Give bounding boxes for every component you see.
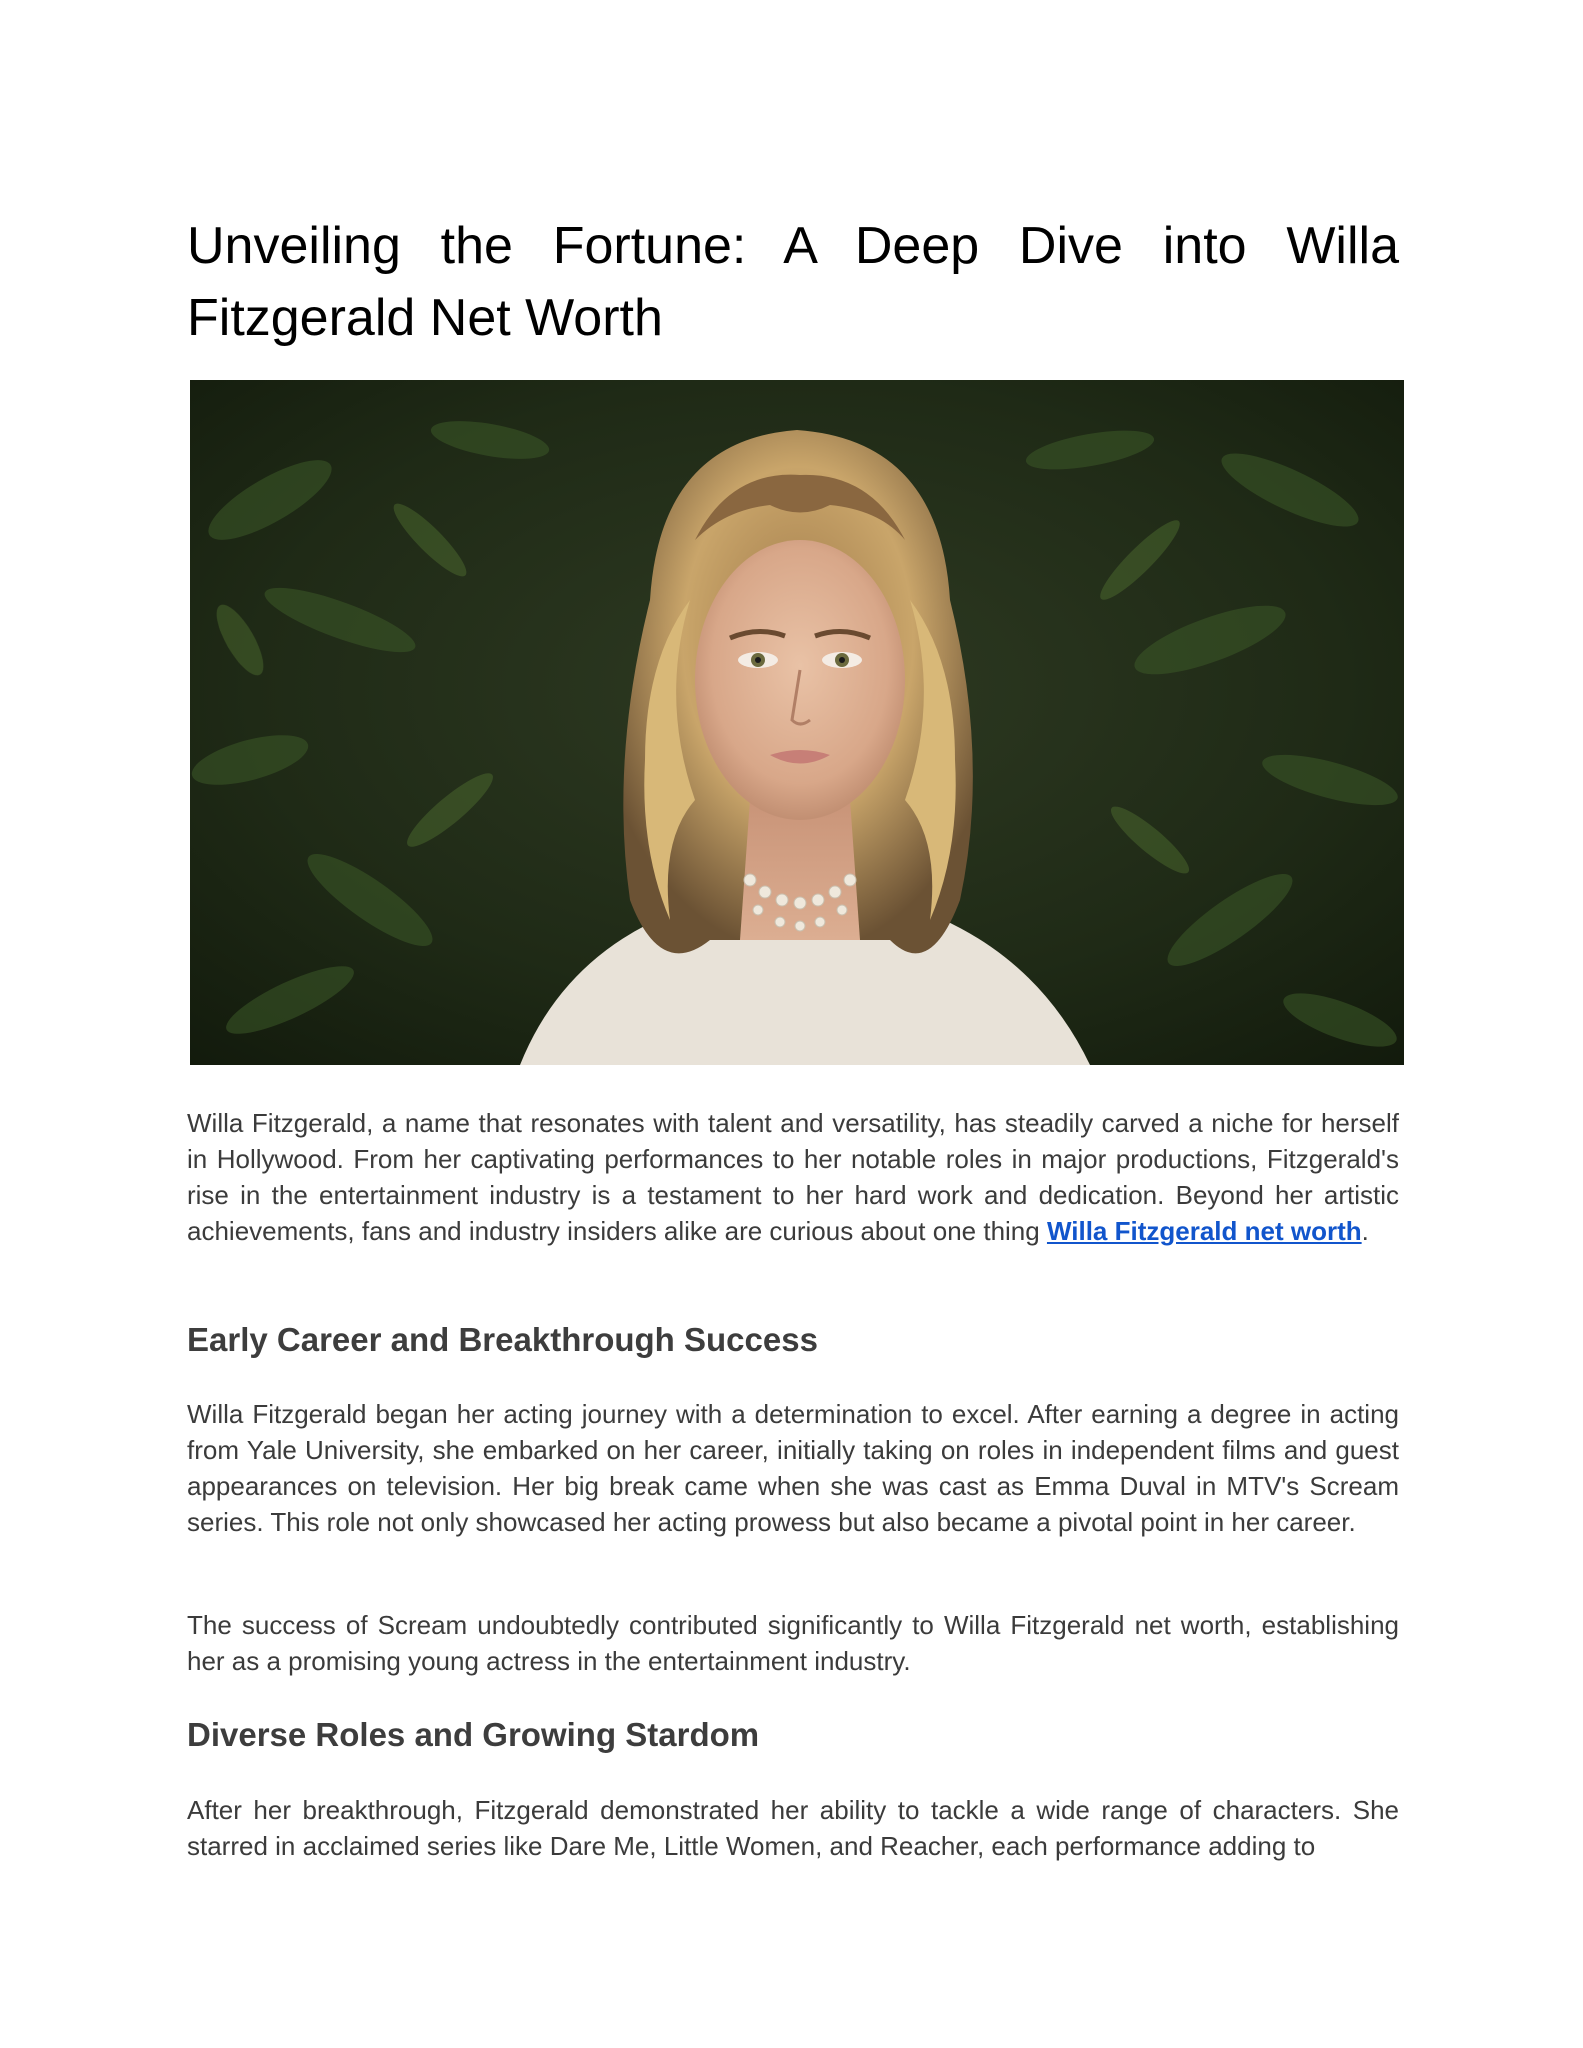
hero-image	[190, 380, 1404, 1065]
intro-trailing-punctuation: .	[1361, 1216, 1369, 1246]
early-career-paragraph-2: The success of Scream undoubtedly contributed significantly to Willa Fitzgerald net worth, establishing her as a promising young actress in the entertainment industry.	[187, 1610, 1399, 1676]
portrait-illustration	[190, 380, 1404, 1065]
intro-text: Willa Fitzgerald, a name that resonates with talent and versatility, has steadily carved a niche for herself in Hollywood. From her captivating performances to her notable roles in major productions, Fitzgerald's rise in the entertainment industry is a testament to her hard work and dedication. Beyond her artistic achievements, fans and industry insiders alike are curious about one thing	[187, 1108, 1399, 1246]
net-worth-link[interactable]: Willa Fitzgerald net worth	[1046, 1216, 1362, 1246]
diverse-roles-paragraph-1: After her breakthrough, Fitzgerald demonstrated her ability to tackle a wide range of characters. She starred in acclaimed series like Dare Me, Little Women, and Reacher, each performance adding to	[187, 1795, 1399, 1861]
section-heading-early-career: Early Career and Breakthrough Success	[187, 1321, 818, 1358]
article-title	[187, 210, 1399, 354]
early-career-paragraph-1: Willa Fitzgerald began her acting journey with a determination to excel. After earning a degree in acting from Yale University, she embarked on her career, initially taking on roles in independent films and guest appearances on television. Her big break came when she was cast as Emma Duval in MTV's Scream series. This role not only showcased her acting prowess but also became a pivotal point in her career.	[187, 1399, 1399, 1537]
article	[187, 210, 1399, 1861]
section-heading-diverse-roles: Diverse Roles and Growing Stardom	[187, 1716, 760, 1753]
article-title-line-1: Unveiling the Fortune: A Deep Dive into Willa	[187, 217, 1399, 275]
intro-paragraph	[187, 1105, 1399, 1249]
article-title-line-2: Fitzgerald Net Worth	[187, 289, 663, 347]
